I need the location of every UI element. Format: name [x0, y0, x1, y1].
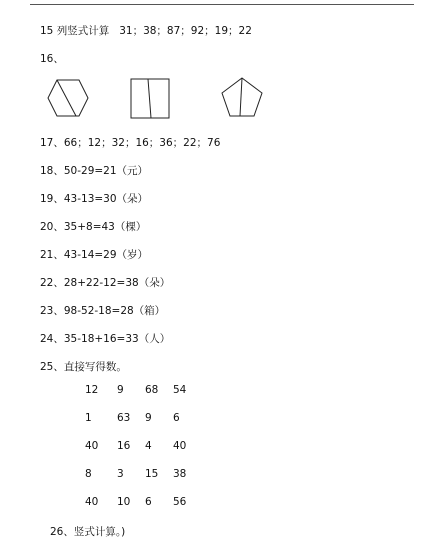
- grid-cell: 9: [145, 412, 152, 424]
- answer-17: 17、66；12；32；16；36；22；76: [40, 137, 221, 149]
- grid-cell: 8: [85, 468, 92, 480]
- grid-cell: 54: [173, 384, 187, 396]
- grid-cell: 40: [85, 440, 99, 452]
- question-25: 25、直接写得数。: [40, 361, 127, 373]
- grid-cell: 16: [117, 440, 131, 452]
- grid-cell: 68: [145, 384, 159, 396]
- answer-18: 18、50-29=21（元）: [40, 165, 149, 177]
- hexagon-figure: [46, 78, 90, 118]
- grid-cell: 38: [173, 468, 187, 480]
- answer-24: 24、35-18+16=33（人）: [40, 333, 171, 345]
- pentagon-figure: [220, 76, 264, 120]
- answer-23: 23、98-52-18=28（箱）: [40, 305, 166, 317]
- grid-cell: 40: [85, 496, 99, 508]
- question-15: 15 列竖式计算 31；38；87；92；19；22: [40, 25, 252, 37]
- answer-19: 19、43-13=30（朵）: [40, 193, 149, 205]
- answer-21: 21、43-14=29（岁）: [40, 249, 149, 261]
- square-figure: [130, 78, 172, 120]
- top-rule: [30, 4, 414, 5]
- grid-cell: 40: [173, 440, 187, 452]
- question-16: 16、: [40, 53, 64, 65]
- question-26: 26、竖式计算。): [50, 526, 126, 538]
- grid-cell: 12: [85, 384, 99, 396]
- grid-cell: 6: [145, 496, 152, 508]
- grid-cell: 9: [117, 384, 124, 396]
- grid-cell: 10: [117, 496, 131, 508]
- grid-cell: 4: [145, 440, 152, 452]
- grid-cell: 1: [85, 412, 92, 424]
- grid-cell: 3: [117, 468, 124, 480]
- grid-cell: 63: [117, 412, 131, 424]
- grid-cell: 15: [145, 468, 159, 480]
- answer-20: 20、35+8=43（棵）: [40, 221, 147, 233]
- answer-22: 22、28+22-12=38（朵）: [40, 277, 171, 289]
- grid-cell: 56: [173, 496, 187, 508]
- grid-cell: 6: [173, 412, 180, 424]
